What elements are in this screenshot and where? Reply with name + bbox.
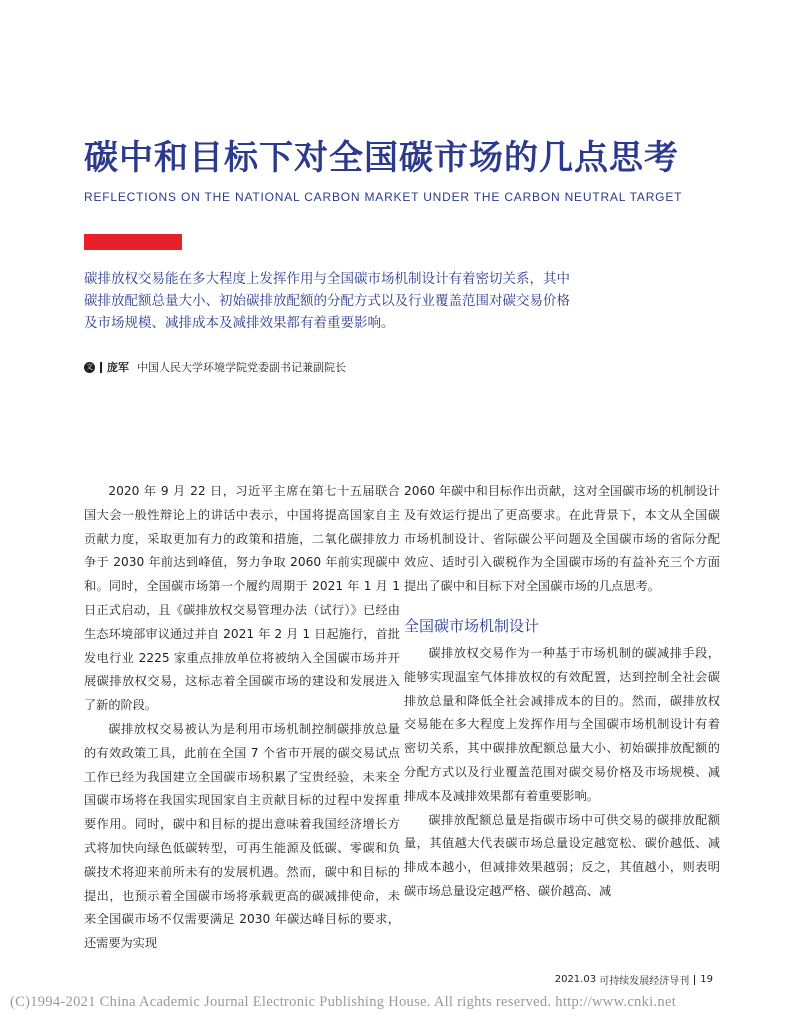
page-number: 19 (700, 974, 713, 985)
issue-date: 2021.03 (554, 974, 597, 985)
copyright-notice: (C)1994-2021 China Academic Journal Electronic Publishing House. All rights reserved. http://www.cnki.net (10, 994, 677, 1010)
footer-divider (694, 975, 695, 985)
body-paragraph: 2020 年 9 月 22 日，习近平主席在第七十五届联合国大会一般性辩论上的讲话中表示，中国将提高国家自主贡献力度，采取更加有力的政策和措施，二氧化碳排放力争于 2030 年前达到峰值，努力争取 2060 年前实现碳中和。同时，全国碳市场第一个履约周期于 2021 年 1 月 1 日正式启动，且《碳排放权交易管理办法（试行）》已经由生态环境部审议通过并自 2021 年 2 月 1 日起施行，首批发电行业 2225 家重点排放单位将被纳入全国碳市场并开展碳排放权交易，这标志着全国碳市场的建设和发展进入了新的阶段。 (84, 484, 400, 713)
author-name: 庞军 (107, 361, 129, 374)
abstract-line: 碳排放配额总量大小、初始碳排放配额的分配方式以及行业覆盖范围对碳交易价格 (84, 293, 570, 309)
page-footer (555, 972, 713, 987)
body-column-left (84, 480, 400, 956)
article-title: 碳中和目标下对全国碳市场的几点思考 (84, 138, 679, 178)
abstract-line: 碳排放权交易能在多大程度上发挥作用与全国碳市场机制设计有着密切关系，其中 (84, 271, 570, 287)
journal-name: 可持续发展经济导刊 (599, 976, 690, 987)
abstract-line: 及市场规模、减排成本及减排效果都有着重要影响。 (84, 315, 395, 331)
article-subtitle-en: REFLECTIONS ON THE NATIONAL CARBON MARKET UNDER THE CARBON NEUTRAL TARGET (84, 190, 683, 204)
author-affiliation: 中国人民大学环境学院党委副书记兼副院长 (137, 361, 346, 374)
author-line (84, 358, 346, 376)
accent-bar (84, 234, 182, 250)
author-icon: 文 (86, 362, 93, 371)
section-heading: 全国碳市场机制设计 (404, 616, 540, 635)
body-paragraph: 碳排放权交易作为一种基于市场机制的碳减排手段，能够实现温室气体排放权的有效配置，达到控制全社会碳排放总量和降低全社会减排成本的目的。然而，碳排放权交易能在多大程度上发挥作用与全国碳市场机制设计有着密切关系，其中碳排放配额总量大小、初始碳排放配额的分配方式以及行业覆盖范围对碳交易价格及市场规模、减排成本及减排效果都有着重要影响。 (404, 645, 720, 803)
body-column-right (404, 480, 720, 904)
author-divider (100, 362, 102, 373)
abstract (84, 268, 624, 334)
body-paragraph: 碳排放配额总量是指碳市场中可供交易的碳排放配额量，其值越大代表碳市场总量设定越宽松、碳价越低、减排成本越小，但减排效果越弱；反之，其值越小，则表明碳市场总量设定越严格、碳价越高、减 (404, 812, 720, 898)
body-paragraph: 碳排放权交易被认为是利用市场机制控制碳排放总量的有效政策工具，此前在全国 7 个省市开展的碳交易试点工作已经为我国建立全国碳市场积累了宝贵经验，未来全国碳市场将在我国实现国家自主贡献目标的过程中发挥重要作用。同时，碳中和目标的提出意味着我国经济增长方式将加快向绿色低碳转型，可再生能源及低碳、零碳和负碳技术将迎来前所未有的发展机遇。然而，碳中和目标的提出，也预示着全国碳市场将承载更高的碳减排使命，未来全国碳市场不仅需要满足 2030 年碳达峰目标的要求，还需要为实现 (84, 721, 400, 951)
body-paragraph-continued: 2060 年碳中和目标作出贡献，这对全国碳市场的机制设计及有效运行提出了更高要求。在此背景下，本文从全国碳市场机制设计、省际碳公平问题及全国碳市场的省际分配效应、适时引入碳税作为全国碳市场的有益补充三个方面提出了碳中和目标下对全国碳市场的几点思考。 (404, 484, 720, 594)
